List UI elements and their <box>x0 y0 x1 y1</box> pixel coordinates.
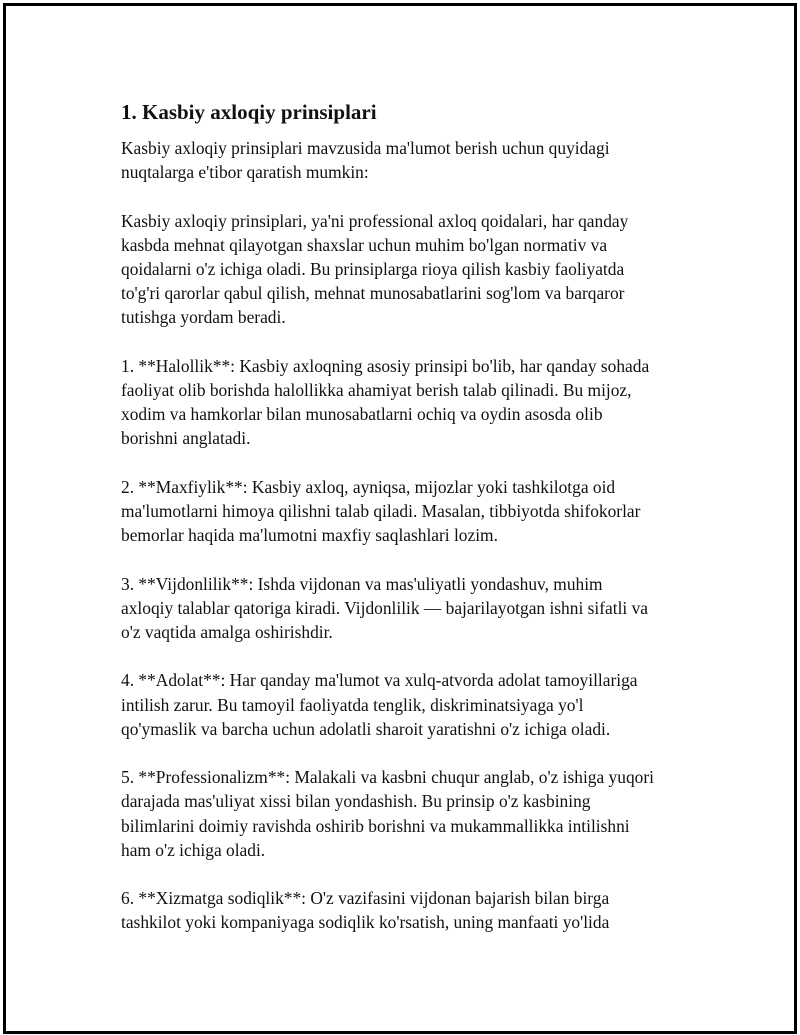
text-line: tashkilot yoki kompaniyaga sodiqlik ko'rsatish, uning manfaati yo'lida <box>121 912 610 933</box>
paragraph <box>121 136 701 184</box>
paragraph <box>121 572 701 645</box>
text-line: Kasbiy axloqiy prinsiplari mavzusida ma'lumot berish uchun quyidagi <box>121 138 610 158</box>
text-line: darajada mas'uliyat xissi bilan yondashish. Bu prinsip o'z kasbining <box>121 791 591 812</box>
text-line: 6. **Xizmatga sodiqlik**: O'z vazifasini vijdonan bajarish bilan birga <box>121 888 610 909</box>
paragraph <box>121 354 701 451</box>
text-line: bilimlarini doimiy ravishda oshirib borishni va mukammallikka intilishni <box>121 815 630 836</box>
paragraph <box>121 765 701 862</box>
text-line: to'g'ri qarorlar qabul qilish, mehnat munosabatlarini sog'lom va barqaror <box>121 283 625 304</box>
text-line: ma'lumotlarni himoya qilishni talab qiladi. Masalan, tibbiyotda shifokorlar <box>121 501 641 521</box>
text-line: 1. **Halollik**: Kasbiy axloqning asosiy prinsipi bo'lib, har qanday sohada <box>121 355 650 376</box>
paragraph-list <box>121 136 701 935</box>
text-line: 5. **Professionalizm**: Malakali va kasbni chuqur anglab, o'z ishiga yuqori <box>121 767 654 788</box>
text-line: qoidalarni o'z ichiga oladi. Bu prinsiplarga rioya qilish kasbiy faoliyatda <box>121 259 625 279</box>
section-heading: 1. Kasbiy axloqiy prinsiplari <box>121 100 377 124</box>
text-line: o'z vaqtida amalga oshirishdir. <box>121 622 333 642</box>
text-line: Kasbiy axloqiy prinsiplari, ya'ni professional axloq qoidalari, har qanday <box>121 210 629 231</box>
text-line: 4. **Adolat**: Har qanday ma'lumot va xulq-atvorda adolat tamoyillariga <box>121 670 638 691</box>
text-line: qo'ymaslik va barcha uchun adolatli sharoit yaratishni o'z ichiga oladi. <box>121 718 611 739</box>
paragraph <box>121 475 701 548</box>
text-line: tutishga yordam beradi. <box>121 307 286 328</box>
text-line: intilish zarur. Bu tamoyil faoliyatda tenglik, diskriminatsiyaga yo'l <box>121 694 584 715</box>
text-line: 3. **Vijdonlilik**: Ishda vijdonan va mas'uliyatli yondashuv, muhim <box>121 573 603 594</box>
text-line: nuqtalarga e'tibor qaratish mumkin: <box>121 162 369 183</box>
page-frame <box>3 3 797 1034</box>
text-line: borishni anglatadi. <box>121 428 251 449</box>
paragraph <box>121 668 701 741</box>
text-line: 2. **Maxfiylik**: Kasbiy axloq, ayniqsa, mijozlar yoki tashkilotga oid <box>121 476 616 497</box>
text-line: bemorlar haqida ma'lumotni maxfiy saqlashlari lozim. <box>121 525 498 546</box>
paragraph <box>121 209 701 330</box>
document-body <box>121 98 701 959</box>
paragraph <box>121 886 701 934</box>
text-line: xodim va hamkorlar bilan munosabatlarni ochiq va oydin asosda olib <box>121 404 603 425</box>
text-line: axloqiy talablar qatoriga kiradi. Vijdonlilik — bajarilayotgan ishni sifatli va <box>121 597 648 618</box>
text-line: kasbda mehnat qilayotgan shaxslar uchun muhim bo'lgan normativ va <box>121 234 608 255</box>
text-line: faoliyat olib borishda halollikka ahamiyat berish talab qilinadi. Bu mijoz, <box>121 380 632 400</box>
text-line: ham o'z ichiga oladi. <box>121 839 266 860</box>
